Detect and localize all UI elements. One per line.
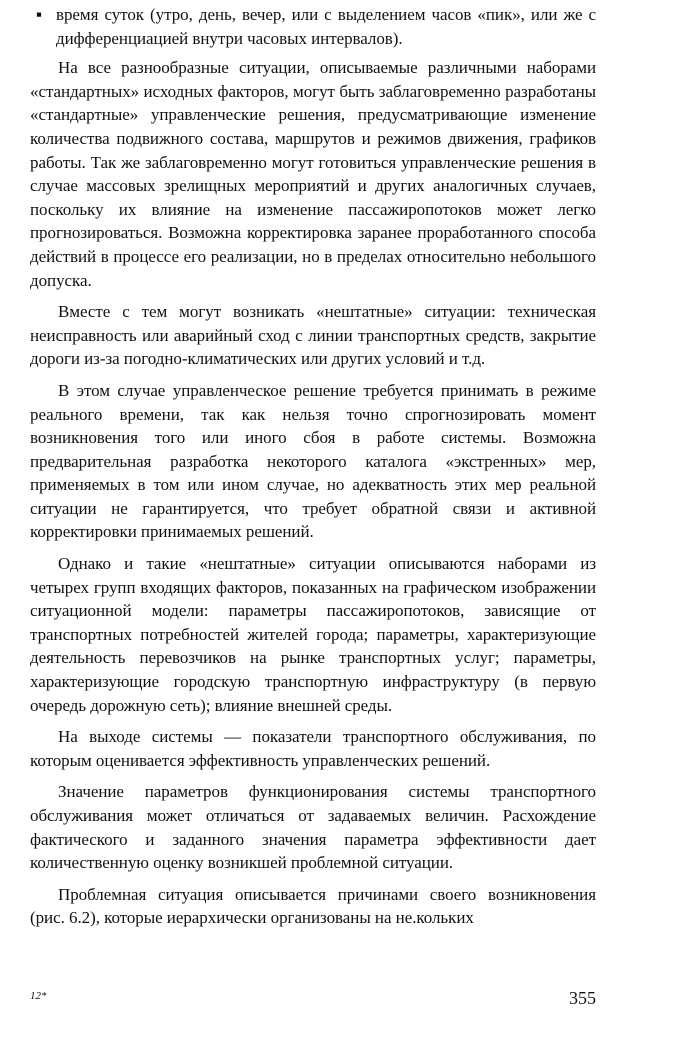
printer-signature: 12* — [30, 990, 47, 1002]
paragraph-input-factors: Однако и такие «нештатные» ситуации описываются наборами из четырех групп входящих факторов, показанных на графическом изображении ситуационной модели: параметры пассажиропотоков, зависящие от транспортных потребностей жителей города; параметры, характеризующие деятельность перевозчиков на рынке транспортных услуг; параметры, характеризующие городскую транспортную инфраструктуру (в первую очередь дорожную сеть); влияние внешней среды. — [30, 554, 596, 715]
paragraph-parameter-deviation: Значение параметров функционирования системы транспортного обслуживания может отличаться от задаваемых величин. Расхождение фактического и заданного значения параметра эффективности дает количественную оценку возникшей проблемной ситуации. — [30, 782, 596, 873]
paragraph-problem-situation: Проблемная ситуация описывается причинами своего возникновения (рис. 6.2), которые иерархически организованы на не.кольких — [30, 884, 596, 928]
paragraph-real-time-decisions: В этом случае управленческое решение требуется принимать в режиме реального времени, так как нельзя точно спрогнозировать момент возникновения того или иного сбоя в работе системы. Возможна предварительная разработка некоторого каталога «экстренных» мер, применяемых в том или ином случае, но адекватность этих мер реальной ситуации не гарантируется, что требует обратной связи и активной корректировки принимаемых решений. — [30, 380, 596, 542]
bullet-item-time-of-day — [30, 3, 596, 50]
body-text — [30, 3, 596, 930]
paragraph-standard-situations: На все разнообразные ситуации, описываемые различными наборами «стандартных» исходных факторов, могут быть заблаговременно разработаны «стандартные» управленческие решения, предусматривающие изменение количества подвижного состава, маршрутов и режимов движения, графиков работы. Так же заблаговременно могут готовиться управленческие решения в случае массовых зрелищных мероприятий и других аналогичных случаев, поскольку их влияние на изменение пассажиропотоков может легко прогнозироваться. Возможна корректировка заранее проработанного способа действий в процессе его реализации, но в пределах относительно небольшого допуска. — [30, 58, 596, 290]
bullet-text: время суток (утро, день, вечер, или с выделением часов «пик», или же с дифференциацией внутри часовых интервалов). — [56, 5, 596, 48]
paragraph-emergency-situations: Вместе с тем могут возникать «нештатные» ситуации: техническая неисправность или аварийный сход с линии транспортных средств, закрытие дороги из-за погодно-климатических или других условий и т.д. — [30, 302, 596, 369]
page-footer — [30, 990, 596, 1020]
page-number: 355 — [569, 988, 596, 1008]
paragraph-system-output: На выходе системы — показатели транспортного обслуживания, по которым оценивается эффективность управленческих решений. — [30, 727, 596, 770]
bullet-marker: ▪ — [36, 5, 42, 24]
document-page — [30, 0, 596, 1008]
